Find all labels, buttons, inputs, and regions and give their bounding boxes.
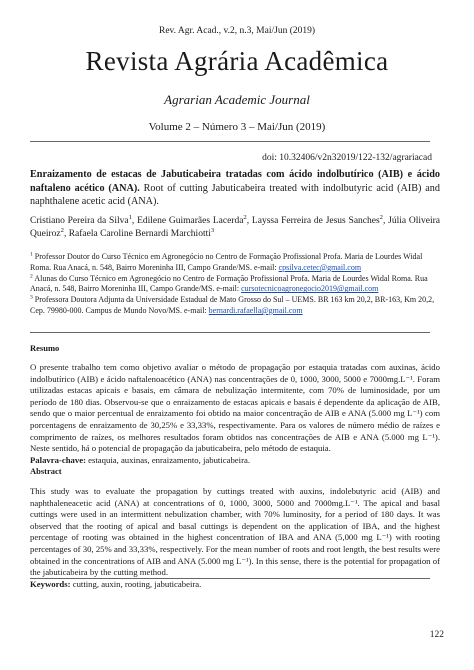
page-number: 122 [429,630,444,640]
abstract-keywords: Keywords: cutting, auxin, rooting, jabuticabeira. [30,578,202,589]
doi[interactable]: doi: 10.32406/v2n32019/122-132/agrariacad [262,153,432,163]
author: Rafaela Caroline Bernardi Marchiotti$^3$ [68,226,215,239]
affiliation: $^3$ Professora Doutora Adjunta da Universidade Estadual de Mato Grosso do Sul – UEMS. BR 163 km 20,2, BR-163, Km 20,2, Cep. 79980-000. Campus de Mundo Novo/MS. e-mail: bernardi.rafaella@gmail.com [30,294,435,315]
author: Edilene Guimarães Lacerda$^2$, [137,213,252,226]
issue-info: Volume 2 – Número 3 – Mai/Jun (2019) [148,121,326,133]
divider [30,332,430,333]
abstract-body [30,486,440,590]
divider [30,141,430,142]
title-portuguese: Enraizamento de estacas de Jabuticabeira tratadas com ácido indolbutírico (AIB) e ácido naftaleno acético (ANA). [30,169,440,194]
article-title [30,168,440,209]
author: Layssa Ferreira de Jesus Sanches$^2$, [251,213,389,226]
author: Cristiano Pereira da Silva$^1$, [30,213,138,226]
journal-title: Revista Agrária Acadêmica [85,46,389,76]
abstract-heading: Abstract [30,466,62,476]
divider [30,578,430,579]
journal-subtitle: Agrarian Academic Journal [164,92,310,107]
email-link[interactable]: bernardi.rafaella@gmail.com [208,305,303,315]
abstract-text: This study was to evaluate the propagation by cuttings treated with auxins, indolebutyric acid (AIB) and naphthaleneacetic acid (ANA) at concentrations of 0, 1000, 3000, 5000 and 7000mg.L⁻¹. The apical and basal cuttings were used in an intermittent nebulization chamber, with 70% luminosity, for a period of 180 days. It was observed that the rooting of apical and basal cuttings is dependent on the application of IBA, and the highest percentage of rooting was obtained in the highest concentration of IBA and ANA (5,000 mg L⁻¹) with rooting percentages of 30, 25% and 33,33%, respectively. For the mean number of roots and root length, the best results were obtained in the concentrations of AIB and ANA (5.000 mg L⁻¹). In this sense, there is the potential for propagation of the jabuticabeira by the cutting method. [30,486,440,578]
author: Júlia Oliveira Queiroz$^2$, [30,216,441,239]
resumo-body [30,362,440,466]
citation-header: Rev. Agr. Acad., v.2, n.3, Mai/Jun (2019) [158,26,316,36]
author-list [30,215,440,241]
resumo-heading: Resumo [30,343,60,353]
affiliations [30,252,440,317]
affiliation: $^2$ Alunas do Curso Técnico em Agronegócio no Centro de Formação Profissional Profa. Maria de Lourdes Widal Roma. Rua Anacá, n. 548, Bairro Moreninha III, Campo Grande/MS. e-mail: cursotecnicoagronegocio2019@gmail.com [30,272,428,294]
resumo-text: O presente trabalho tem como objetivo avaliar o método de propagação por estaquia tratadas com auxinas, ácido indolbutírico (AIB) e ácido naftalenoacético (ANA) nas concentrações de 0, 1000, 3000, 5000 e 7000mg.L⁻¹. Foram utilizadas estacas apicais e basais, em câmara de nebulização intermitente, com 70% de luminosidade, por um período de 180 dias. Observou-se que o enraizamento de estacas apicais e basais é dependente da aplicação de AIB, sendo que o maior percentual de enraizamento foi obtido na maior concentração de AIB e ANA (5.000 mg L⁻¹) com porcentagens de enraizamento de 30,25% e 33,33%, respectivamente. Para os valores de número médio de raízes e comprimento de raízes, os melhores resultados foram obtidos nas concentrações de AIB e ANA (5.000 mg L⁻¹). Neste sentido, há o potencial de propagação da jabuticabeira, pelo método de estaquia. [30,362,440,454]
email-link[interactable]: cpsilva.cetec@gmail.com [278,262,362,272]
email-link[interactable]: cursotecnicoagronegocio2019@gmail.com [241,284,379,294]
title-english: Root of cutting Jabuticabeira treated with indolbutyric acid (AIB) and naphthalene acetic acid (ANA). [30,182,440,208]
resumo-keywords: Palavra-chave: estaquia, auxinas, enraizamento, jabuticabeira. [30,454,250,465]
affiliation: $^1$ Professor Doutor do Curso Técnico em Agronegócio no Centro de Formação Profissional Profa. Maria de Lourdes Widal Roma. Rua Anacá, n. 548, Bairro Moreninha III, Campo Grande/MS. e-mail: cpsilva.cetec@gmail.com [30,251,423,272]
